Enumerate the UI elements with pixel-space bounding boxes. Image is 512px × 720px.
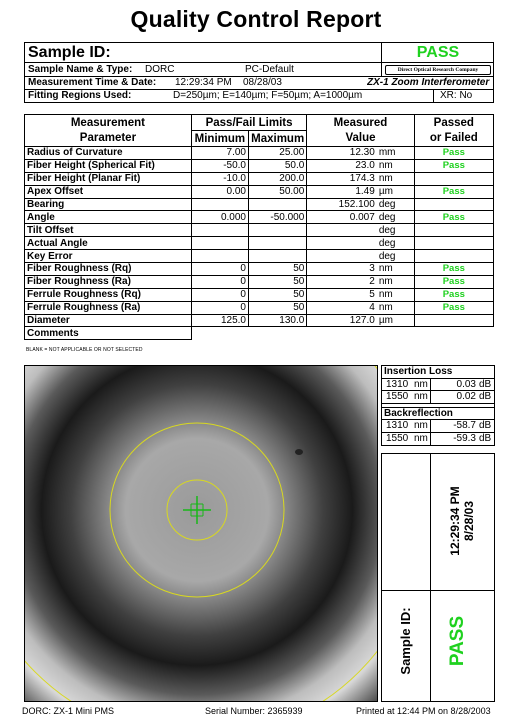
row-maximum	[248, 237, 306, 250]
row-minimum: 0.00	[191, 185, 248, 198]
row-value	[307, 237, 377, 250]
row-maximum: -50.000	[248, 211, 306, 224]
stamp-time: 12:29:34 PM	[448, 486, 462, 556]
header-limits: Pass/Fail Limits	[191, 115, 306, 131]
br-1550-value: -59.3	[430, 433, 476, 445]
row-parameter: Actual Angle	[25, 237, 192, 250]
loss-panel	[381, 365, 495, 446]
row-minimum	[191, 224, 248, 237]
row-value	[307, 224, 377, 237]
row-minimum: -10.0	[191, 172, 248, 185]
br-1310-wl-unit: nm	[414, 420, 428, 431]
row-unit: deg	[377, 198, 414, 211]
il-row-1310	[382, 379, 494, 392]
row-parameter: Tilt Offset	[25, 224, 192, 237]
br-1310-value: -58.7	[430, 420, 476, 432]
stamp-date: 8/28/03	[462, 500, 476, 542]
row-result: Pass	[414, 275, 493, 288]
row-parameter: Diameter	[25, 314, 192, 327]
row-value: 1.49	[307, 185, 377, 198]
row-maximum: 200.0	[248, 172, 306, 185]
row-result	[414, 237, 493, 250]
table-row	[25, 211, 494, 224]
row-minimum: 0	[191, 275, 248, 288]
sample-header	[24, 42, 494, 103]
table-row	[25, 185, 494, 198]
row-parameter: Angle	[25, 211, 192, 224]
table-header-row-1	[25, 115, 494, 131]
interferogram-image	[24, 365, 378, 702]
xr-value: XR: No	[433, 90, 493, 102]
row-unit: µm	[377, 314, 414, 327]
row-result	[414, 198, 493, 211]
header-parameter: Parameter	[25, 131, 192, 147]
row-value: 23.0	[307, 159, 377, 172]
row-result: Pass	[414, 263, 493, 276]
row-minimum: 7.00	[191, 147, 248, 160]
row-value	[307, 250, 377, 263]
row-unit: deg	[377, 237, 414, 250]
br-1550-wl-unit: nm	[414, 432, 428, 444]
table-row	[25, 224, 494, 237]
measurement-table	[24, 114, 494, 340]
row-value: 4	[307, 301, 377, 314]
row-maximum	[248, 224, 306, 237]
row-maximum	[248, 250, 306, 263]
header-maximum: Maximum	[248, 131, 306, 147]
sample-name-label: Sample Name & Type:	[28, 64, 133, 75]
row-value: 3	[307, 263, 377, 276]
il-1550-value: 0.02	[430, 391, 476, 403]
header-passed: Passed	[414, 115, 493, 131]
row-parameter: Bearing	[25, 198, 192, 211]
interferogram-svg	[25, 366, 378, 702]
row-result: Pass	[414, 147, 493, 160]
row-unit: deg	[377, 250, 414, 263]
table-row	[25, 172, 494, 185]
header-measurement: Measurement	[25, 115, 192, 131]
header-measured: Measured	[307, 115, 414, 131]
row-maximum: 50	[248, 301, 306, 314]
row-minimum: 0	[191, 263, 248, 276]
il-1310-value: 0.03	[430, 379, 476, 391]
row-unit: nm	[377, 288, 414, 301]
row-result	[414, 172, 493, 185]
sample-id-row	[25, 43, 493, 63]
stamp-datetime	[448, 466, 482, 576]
row-parameter: Apex Offset	[25, 185, 192, 198]
row-parameter: Ferrule Roughness (Rq)	[25, 288, 192, 301]
row-unit: nm	[377, 301, 414, 314]
sample-type: PC-Default	[245, 64, 294, 75]
measure-time: 12:29:34 PM	[175, 77, 232, 88]
row-maximum: 50	[248, 263, 306, 276]
row-minimum: 125.0	[191, 314, 248, 327]
row-parameter: Radius of Curvature	[25, 147, 192, 160]
row-value: 127.0	[307, 314, 377, 327]
row-minimum	[191, 198, 248, 211]
row-unit: mm	[377, 147, 414, 160]
row-result	[414, 224, 493, 237]
table-row	[25, 263, 494, 276]
footer-serial: Serial Number: 2365939	[205, 706, 303, 716]
datetime-label: Measurement Time & Date:	[28, 77, 157, 88]
row-value: 12.30	[307, 147, 377, 160]
blank-note: BLANK = NOT APPLICABLE OR NOT SELECTED	[26, 347, 143, 353]
comments-label: Comments	[25, 327, 192, 340]
row-value: 152.100	[307, 198, 377, 211]
comments-value	[191, 327, 493, 340]
row-parameter: Fiber Roughness (Ra)	[25, 275, 192, 288]
fitting-row	[25, 90, 493, 102]
table-row	[25, 250, 494, 263]
stamp-sample-id: Sample ID:	[398, 607, 413, 675]
company-logo	[381, 63, 494, 76]
header-minimum: Minimum	[191, 131, 248, 147]
row-minimum: 0	[191, 288, 248, 301]
row-maximum: 50	[248, 275, 306, 288]
row-minimum: 0.000	[191, 211, 248, 224]
sample-name-row	[25, 63, 493, 77]
row-value: 174.3	[307, 172, 377, 185]
br-row-1310	[382, 420, 494, 433]
stamp-panel	[381, 453, 495, 702]
row-parameter: Key Error	[25, 250, 192, 263]
footer-printed: Printed at 12:44 PM on 8/28/2003	[356, 706, 491, 716]
instrument-name: ZX-1 Zoom Interferometer	[367, 77, 490, 88]
footer-device: DORC: ZX-1 Mini PMS	[22, 706, 115, 716]
row-value: 0.007	[307, 211, 377, 224]
table-row	[25, 314, 494, 327]
row-minimum	[191, 237, 248, 250]
company-logo-text: Direct Optical Research Company	[385, 65, 491, 75]
row-result: Pass	[414, 288, 493, 301]
table-header-row-2	[25, 131, 494, 147]
row-minimum: -50.0	[191, 159, 248, 172]
il-1550-wl-unit: nm	[414, 391, 428, 402]
table-row	[25, 198, 494, 211]
sample-id-label: Sample ID:	[28, 44, 111, 61]
table-row	[25, 237, 494, 250]
table-row	[25, 275, 494, 288]
row-maximum: 50.0	[248, 159, 306, 172]
il-1550-unit: dB	[479, 391, 492, 402]
datetime-row	[25, 77, 493, 90]
row-value: 2	[307, 275, 377, 288]
row-maximum: 130.0	[248, 314, 306, 327]
row-result: Pass	[414, 185, 493, 198]
il-1310-wl-unit: nm	[414, 378, 428, 390]
row-result: Pass	[414, 301, 493, 314]
br-1310-wl: 1310	[386, 420, 409, 431]
row-parameter: Ferrule Roughness (Ra)	[25, 301, 192, 314]
insertion-loss-label: Insertion Loss	[382, 366, 494, 379]
header-or-failed: or Failed	[414, 131, 493, 147]
il-1310-wl: 1310	[386, 378, 409, 390]
status-pass: PASS	[381, 43, 494, 62]
table-row	[25, 159, 494, 172]
row-minimum: 0	[191, 301, 248, 314]
il-row-1550	[382, 391, 494, 404]
backreflection-label: Backreflection	[382, 408, 494, 421]
row-maximum: 25.00	[248, 147, 306, 160]
row-unit: deg	[377, 211, 414, 224]
report-title: Quality Control Report	[130, 6, 382, 32]
debris-spot	[295, 449, 303, 455]
fitting-label: Fitting Regions Used:	[28, 90, 132, 101]
row-parameter: Fiber Height (Planar Fit)	[25, 172, 192, 185]
br-1310-unit: dB	[479, 420, 492, 431]
row-unit: nm	[377, 159, 414, 172]
row-result: Pass	[414, 159, 493, 172]
br-1550-unit: dB	[479, 432, 492, 444]
stamp-divider	[382, 590, 494, 591]
row-result	[414, 314, 493, 327]
sample-name: DORC	[145, 64, 175, 75]
row-parameter: Fiber Roughness (Rq)	[25, 263, 192, 276]
row-minimum	[191, 250, 248, 263]
fringe-pattern	[25, 366, 378, 702]
stamp-pass: PASS	[447, 615, 468, 667]
table-row	[25, 147, 494, 160]
row-unit: nm	[377, 275, 414, 288]
row-unit: µm	[377, 185, 414, 198]
row-maximum: 50	[248, 288, 306, 301]
header-value: Value	[307, 131, 414, 147]
table-row	[25, 288, 494, 301]
comments-row	[25, 327, 494, 340]
row-result: Pass	[414, 211, 493, 224]
row-result	[414, 250, 493, 263]
row-value: 5	[307, 288, 377, 301]
table-row	[25, 301, 494, 314]
il-1310-unit: dB	[479, 378, 492, 390]
row-parameter: Fiber Height (Spherical Fit)	[25, 159, 192, 172]
br-1550-wl: 1550	[386, 432, 409, 444]
row-maximum	[248, 198, 306, 211]
row-unit: nm	[377, 172, 414, 185]
row-unit: deg	[377, 224, 414, 237]
row-maximum: 50.00	[248, 185, 306, 198]
br-row-1550	[382, 433, 494, 446]
measure-date: 08/28/03	[243, 77, 282, 88]
row-unit: nm	[377, 263, 414, 276]
fitting-regions: D=250µm; E=140µm; F=50µm; A=1000µm	[173, 90, 363, 101]
il-1550-wl: 1550	[386, 391, 409, 402]
